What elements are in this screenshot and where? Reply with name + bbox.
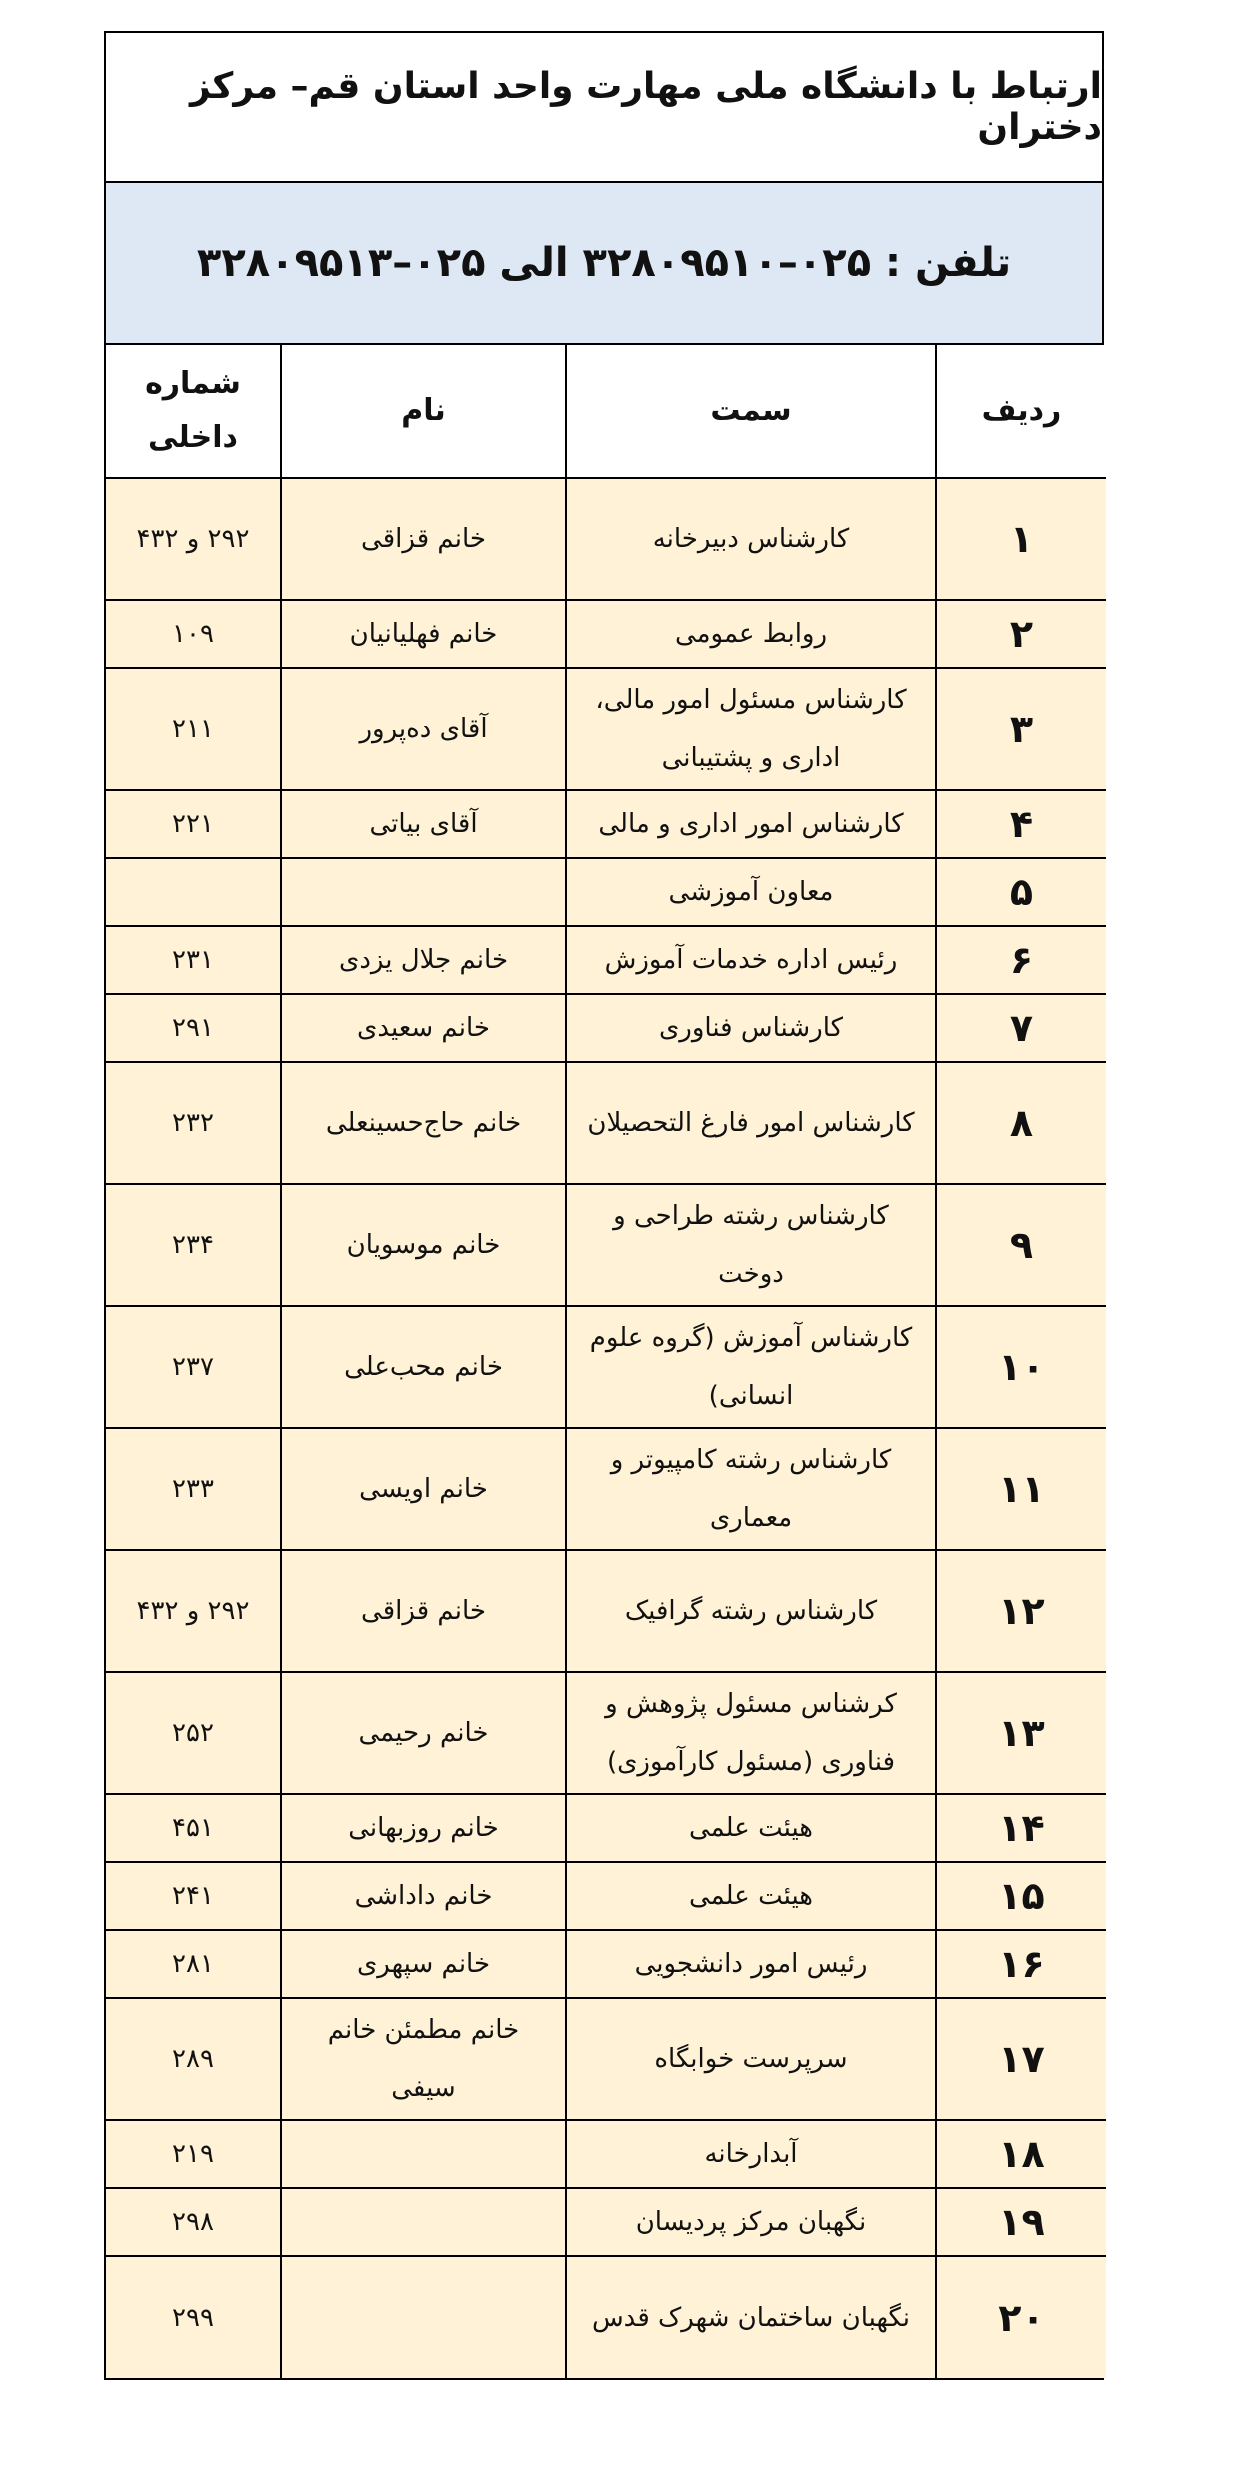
position-cell: کارشناس آموزش (گروه علوم انسانی) (566, 1306, 936, 1428)
name-cell: خانم داداشی (281, 1862, 566, 1930)
table-row (106, 1306, 1106, 1428)
name-cell (281, 858, 566, 926)
extension-cell: ۲۱۱ (106, 668, 281, 790)
name-cell: خانم حاج‌حسینعلی (281, 1062, 566, 1184)
extension-cell: ۲۳۲ (106, 1062, 281, 1184)
page-title (106, 33, 1102, 183)
name-cell: خانم رحیمی (281, 1672, 566, 1794)
extension-cell: ۲۳۳ (106, 1428, 281, 1550)
position-cell: نگهبان مرکز پردیسان (566, 2188, 936, 2256)
table-row (106, 1550, 1106, 1672)
row-number: ۱۷ (936, 1998, 1106, 2120)
table-row (106, 2188, 1106, 2256)
name-cell: خانم اویسی (281, 1428, 566, 1550)
position-cell: کارشناس فناوری (566, 994, 936, 1062)
position-cell: هیئت علمی (566, 1862, 936, 1930)
row-number: ۴ (936, 790, 1106, 858)
phone-numbers: تلفن : ۰۲۵–۳۲۸۰۹۵۱۰ الی ۰۲۵–۳۲۸۰۹۵۱۳ (196, 240, 1012, 286)
contact-sheet (104, 31, 1104, 2380)
position-cell: رئیس اداره خدمات آموزش (566, 926, 936, 994)
position-cell: سرپرست خوابگاه (566, 1998, 936, 2120)
row-number: ۱ (936, 478, 1106, 600)
name-cell: خانم قزاقی (281, 478, 566, 600)
table-row (106, 1428, 1106, 1550)
row-number: ۹ (936, 1184, 1106, 1306)
name-cell (281, 2256, 566, 2378)
row-number: ۷ (936, 994, 1106, 1062)
row-number: ۱۵ (936, 1862, 1106, 1930)
row-number: ۵ (936, 858, 1106, 926)
name-cell: خانم مطمئن خانم سیفی (281, 1998, 566, 2120)
extension-cell: ۲۳۴ (106, 1184, 281, 1306)
extension-cell: ۲۲۱ (106, 790, 281, 858)
extension-cell: ۴۵۱ (106, 1794, 281, 1862)
row-number: ۸ (936, 1062, 1106, 1184)
row-number: ۱۳ (936, 1672, 1106, 1794)
phone-banner (106, 183, 1102, 345)
name-cell: خانم فهلیانیان (281, 600, 566, 668)
page-title-text: ارتباط با دانشگاه ملی مهارت واحد استان قم– مرکز دختران (190, 66, 1102, 148)
extension-cell: ۲۸۹ (106, 1998, 281, 2120)
row-number: ۱۶ (936, 1930, 1106, 1998)
position-cell: نگهبان ساختمان شهرک قدس (566, 2256, 936, 2378)
table-row (106, 1062, 1106, 1184)
header-name: نام (281, 345, 566, 478)
name-cell: خانم سپهری (281, 1930, 566, 1998)
table-row (106, 2256, 1106, 2378)
row-number: ۱۹ (936, 2188, 1106, 2256)
table-row (106, 600, 1106, 668)
header-position: سمت (566, 345, 936, 478)
name-cell: خانم سعیدی (281, 994, 566, 1062)
name-cell: خانم جلال یزدی (281, 926, 566, 994)
table-row (106, 478, 1106, 600)
table-row (106, 994, 1106, 1062)
extension-cell (106, 858, 281, 926)
table-row (106, 1794, 1106, 1862)
position-cell: هیئت علمی (566, 1794, 936, 1862)
extension-cell: ۲۴۱ (106, 1862, 281, 1930)
position-cell: کارشناس رشته گرافیک (566, 1550, 936, 1672)
table-row (106, 790, 1106, 858)
name-cell: خانم محب‌علی (281, 1306, 566, 1428)
extension-cell: ۲۳۱ (106, 926, 281, 994)
table-row (106, 1930, 1106, 1998)
name-cell: آقای ده‌پرور (281, 668, 566, 790)
position-cell: کارشناس امور فارغ التحصیلان (566, 1062, 936, 1184)
table-row (106, 2120, 1106, 2188)
row-number: ۳ (936, 668, 1106, 790)
row-number: ۶ (936, 926, 1106, 994)
name-cell: آقای بیاتی (281, 790, 566, 858)
position-cell: روابط عمومی (566, 600, 936, 668)
row-number: ۱۲ (936, 1550, 1106, 1672)
name-cell: خانم موسویان (281, 1184, 566, 1306)
position-cell: معاون آموزشی (566, 858, 936, 926)
header-row-number: ردیف (936, 345, 1106, 478)
extension-cell: ۲۵۲ (106, 1672, 281, 1794)
table-body (106, 478, 1106, 2378)
position-cell: کارشناس مسئول امور مالی، اداری و پشتیبانی (566, 668, 936, 790)
row-number: ۲۰ (936, 2256, 1106, 2378)
name-cell: خانم قزاقی (281, 1550, 566, 1672)
extension-cell: ۲۹۸ (106, 2188, 281, 2256)
position-cell: کارشناس رشته طراحی و دوخت (566, 1184, 936, 1306)
contacts-table (106, 345, 1106, 2378)
table-row (106, 1862, 1106, 1930)
table-row (106, 1672, 1106, 1794)
header-extension: شماره داخلی (106, 345, 281, 478)
row-number: ۱۴ (936, 1794, 1106, 1862)
extension-cell: ۲۹۲ و ۴۳۲ (106, 1550, 281, 1672)
table-row (106, 1998, 1106, 2120)
extension-cell: ۲۹۹ (106, 2256, 281, 2378)
position-cell: کارشناس دبیرخانه (566, 478, 936, 600)
position-cell: کرشناس مسئول پژوهش و فناوری (مسئول کارآموزی) (566, 1672, 936, 1794)
extension-cell: ۲۸۱ (106, 1930, 281, 1998)
position-cell: کارشناس رشته کامپیوتر و معماری (566, 1428, 936, 1550)
extension-cell: ۲۳۷ (106, 1306, 281, 1428)
position-cell: آبدارخانه (566, 2120, 936, 2188)
table-row (106, 926, 1106, 994)
row-number: ۱۸ (936, 2120, 1106, 2188)
extension-cell: ۲۱۹ (106, 2120, 281, 2188)
name-cell (281, 2188, 566, 2256)
row-number: ۱۰ (936, 1306, 1106, 1428)
position-cell: رئیس امور دانشجویی (566, 1930, 936, 1998)
row-number: ۲ (936, 600, 1106, 668)
table-row (106, 668, 1106, 790)
extension-cell: ۲۹۲ و ۴۳۲ (106, 478, 281, 600)
name-cell: خانم روزبهانی (281, 1794, 566, 1862)
table-row (106, 858, 1106, 926)
position-cell: کارشناس امور اداری و مالی (566, 790, 936, 858)
table-row (106, 1184, 1106, 1306)
row-number: ۱۱ (936, 1428, 1106, 1550)
extension-cell: ۱۰۹ (106, 600, 281, 668)
table-header (106, 345, 1106, 478)
name-cell (281, 2120, 566, 2188)
extension-cell: ۲۹۱ (106, 994, 281, 1062)
